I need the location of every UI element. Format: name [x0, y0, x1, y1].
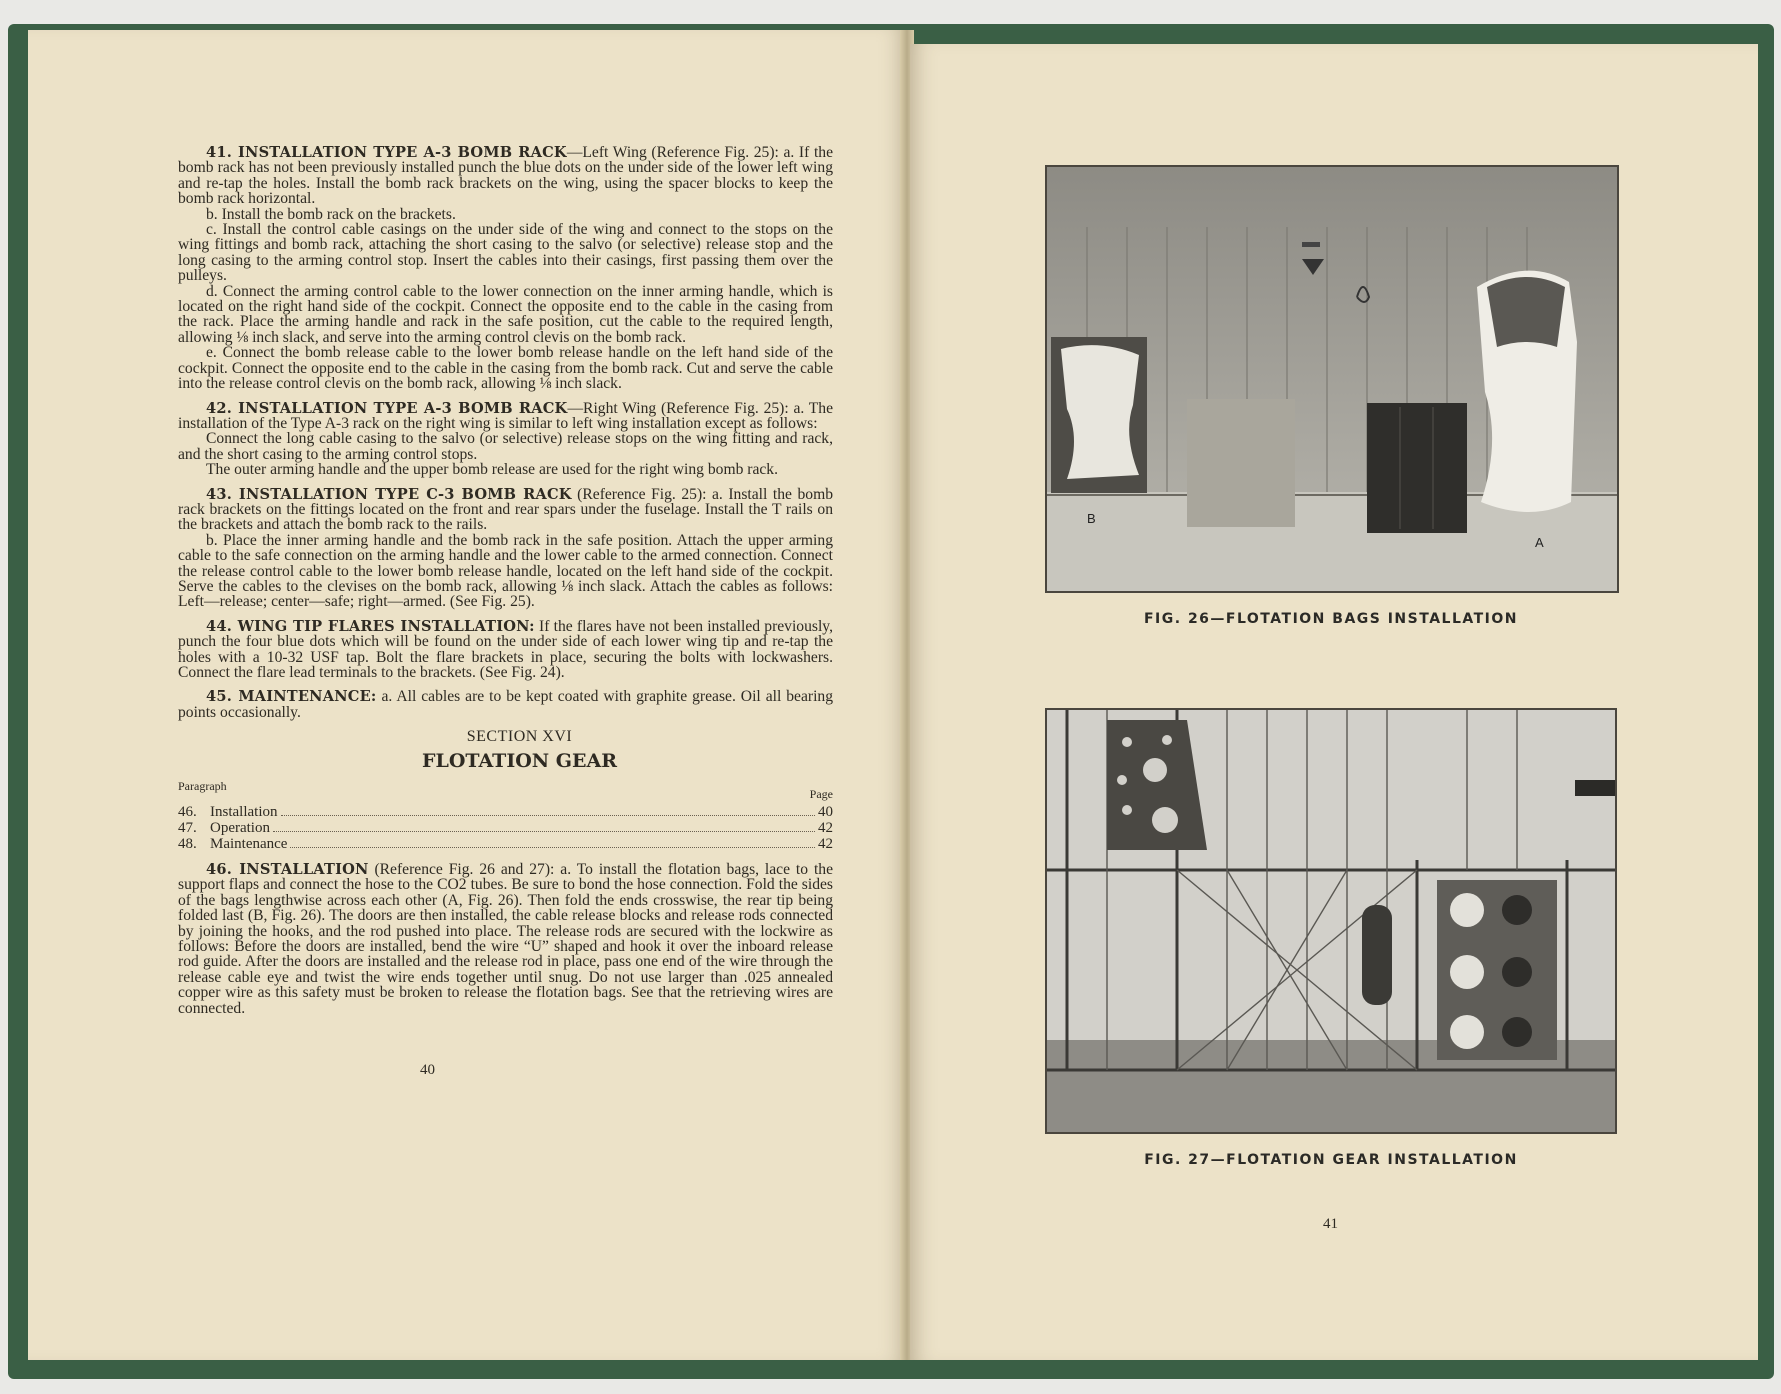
toc-row	[178, 836, 833, 852]
paragraph	[178, 619, 833, 681]
paragraph-text: The outer arming handle and the upper bomb release are used for the right wing bomb rack.	[206, 461, 779, 479]
page-number-right: 41	[1323, 1216, 1338, 1232]
paragraph-text: b. Install the bomb rack on the brackets.	[206, 205, 456, 223]
toc-page-label: Page	[809, 787, 833, 802]
paragraph	[178, 401, 833, 432]
paragraph	[178, 431, 833, 462]
paragraph	[178, 689, 833, 720]
paragraph-heading: 44. WING TIP FLARES INSTALLATION:	[206, 617, 535, 635]
toc-num: 46.	[178, 804, 197, 821]
toc-num: 47.	[178, 820, 197, 837]
toc-page: 42	[818, 836, 833, 853]
paragraph-text: c. Install the control cable casings on the under side of the wing and connect to the stops on the wing fittings and bomb rack, attaching the short casing to the salvo (or selective) release stop and the long casing to the arming control stop. Insert the cables into their casings, first passing them over the pulleys.	[178, 221, 833, 285]
section-label: SECTION XVI	[466, 728, 573, 746]
paragraph-heading: 43. INSTALLATION TYPE C-3 BOMB RACK	[206, 485, 572, 503]
toc-row	[178, 804, 833, 820]
paragraph	[178, 145, 833, 207]
toc-num: 48.	[178, 836, 197, 853]
paragraph	[178, 345, 833, 391]
fig27-caption: FIG. 27—FLOTATION GEAR INSTALLATION	[1144, 1152, 1518, 1168]
fig26-label-b: B	[1087, 511, 1096, 526]
toc-title: Operation	[210, 820, 270, 837]
toc-leader-dots	[290, 847, 815, 848]
toc-row	[178, 820, 833, 836]
fig26-label-a: A	[1535, 535, 1544, 550]
paragraph-heading: 45. MAINTENANCE:	[206, 688, 377, 706]
fig26-caption: FIG. 26—FLOTATION BAGS INSTALLATION	[1143, 611, 1518, 627]
toc-page: 40	[818, 804, 833, 821]
paragraph-heading: 46. INSTALLATION	[206, 861, 369, 879]
paragraph	[178, 462, 833, 477]
toc-header	[178, 778, 833, 802]
section-title: FLOTATION GEAR	[421, 749, 617, 772]
toc-leader-dots	[281, 815, 816, 816]
left-text-column	[178, 145, 833, 1025]
paragraph-text: (Reference Fig. 26 and 27): a. To install the flotation bags, lace to the support flaps and connect the hose to the CO2 tubes. Be sure to bond the hose connection. Fold the sides of the bags lengthwise across each other (A, Fig. 26). Then fold the ends crosswise, the rear tip being folded last (B, Fig. 26). The doors are then installed, the cable release blocks and release rods connected by joining the hooks, and the rod pushed into place. The release rods are secured with the lockwire as follows: Before the doors are installed, bend the wire “U” shaped and hook it over the inboard release rod guide. After the doors are installed and the release rod in place, pass one end of the wire through the release cable eye and twist the wire ends together until snug. Do not use larger than .025 annealed copper wire as this safety must be broken to release the flotation bags. See that the retrieving wires are connected.	[178, 861, 834, 1017]
toc-paragraph-label: Paragraph	[178, 779, 227, 794]
paragraph-list	[178, 145, 833, 720]
paragraph-46	[178, 862, 833, 1016]
fig27-photo	[1045, 708, 1617, 1134]
toc-title: Maintenance	[210, 836, 288, 853]
left-page	[28, 30, 906, 1360]
paragraph	[178, 222, 833, 284]
paragraph	[178, 284, 833, 346]
paragraph-text: —Right Wing (Reference Fig. 25): a. The installation of the Type A-3 rack on the right wing is similar to left wing installation except as follows:	[178, 399, 833, 432]
toc-page: 42	[818, 820, 833, 837]
paragraph-text: a. All cables are to be kept coated with graphite grease. Oil all bearing points occasionally.	[178, 688, 833, 721]
paragraph	[178, 207, 833, 222]
paragraph-text: Connect the long cable casing to the salvo (or selective) release stops on the wing fitting and rack, and the short casing to the arming control stops.	[178, 430, 833, 463]
paragraph-text: (Reference Fig. 25): a. Install the bomb rack brackets on the fittings located on the front and rear spars under the fuselage. Install the T rails on the brackets and attach the bomb rack to the rails.	[178, 485, 833, 534]
paragraph	[178, 487, 833, 533]
toc-title: Installation	[210, 804, 278, 821]
paragraph-text: d. Connect the arming control cable to the lower connection on the inner arming handle, which is located on the right hand side of the cockpit. Connect the opposite end to the cable in the casing from the rack. Place the arming handle and rack in the safe position, cut the cable to the required length, allowing ⅛ inch slack, and serve into the arming control clevis on the bomb rack.	[178, 282, 833, 346]
paragraph-text: —Left Wing (Reference Fig. 25): a. If the bomb rack has not been previously installed punch the blue dots on the under side of the lower left wing and re-tap the holes. Install the bomb rack brackets on the wing, using the spacer blocks to keep the bomb rack horizontal.	[178, 144, 833, 208]
paragraph-heading: 41. INSTALLATION TYPE A-3 BOMB RACK	[206, 144, 567, 161]
table-of-contents	[178, 778, 833, 852]
paragraph-text: e. Connect the bomb release cable to the lower bomb release handle on the left hand side of the cockpit. Connect the opposite end to the cable in the casing from the bomb rack. Cut and serve the cable into the release control clevis on the bomb rack, allowing ⅛ inch slack.	[178, 344, 833, 393]
paragraph-text: b. Place the inner arming handle and the bomb rack in the safe position. Attach the upper arming cable to the safe connection on the arming handle and the lower cable to the armed connection. Connect the release control cable to the lower bomb release handle, located on the left hand side of the cockpit. Serve the cables to the clevises on the bomb rack, allowing ⅛ inch slack. Attach the cables as follows: Left—release; center—safe; right—armed. (See Fig. 25).	[178, 531, 833, 611]
paragraph-text: If the flares have not been installed previously, punch the four blue dots which will be found on the under side of each lower wing tip and re-tap the holes with a 10-32 USF tap. Bolt the flare brackets in place, securing the bolts with lockwashers. Connect the flare lead terminals to the brackets. (See Fig. 24).	[178, 617, 833, 681]
right-page	[910, 44, 1758, 1360]
fig26-photo	[1045, 165, 1619, 593]
paragraph-heading: 42. INSTALLATION TYPE A-3 BOMB RACK	[206, 399, 568, 417]
paragraph	[178, 533, 833, 610]
toc-leader-dots	[273, 831, 815, 832]
page-number-left: 40	[420, 1062, 435, 1078]
